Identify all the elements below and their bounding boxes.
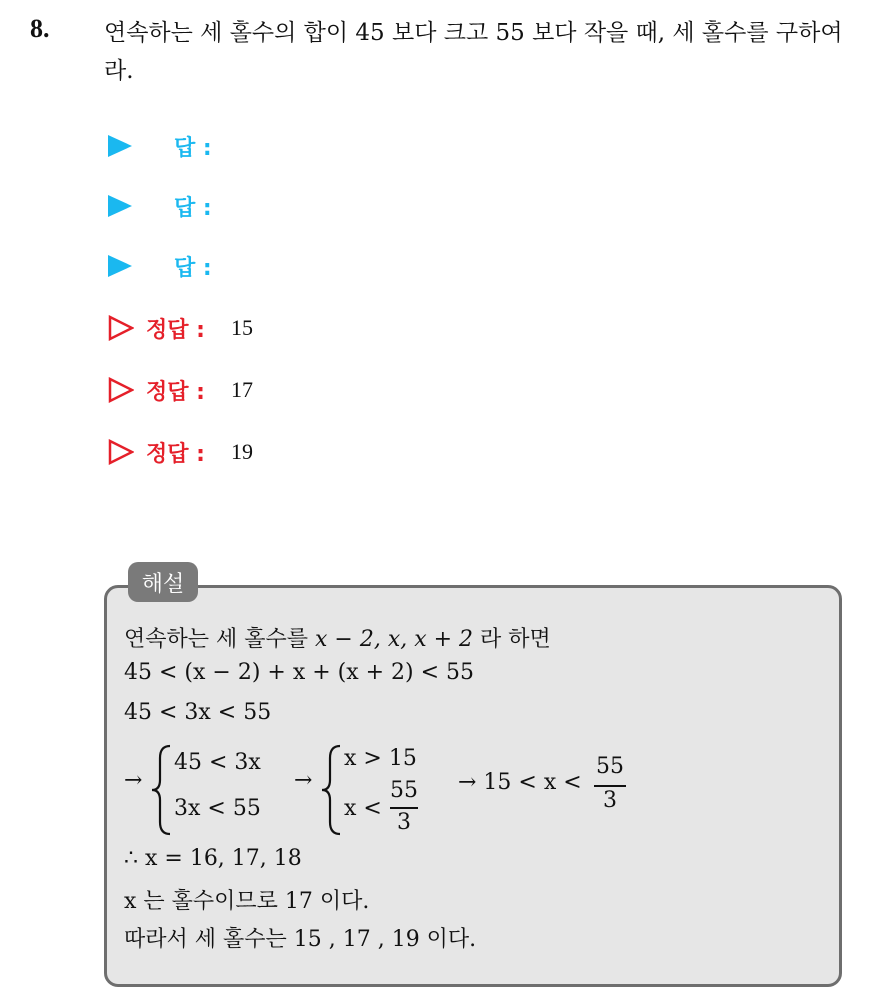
correct-value: 17 — [230, 377, 253, 402]
explanation-line: 따라서 세 홀수는 15 , 17 , 19 이다. — [124, 927, 477, 952]
answer-row[interactable] — [108, 188, 212, 224]
triangle-outline-icon — [108, 439, 134, 465]
arrow-1: → — [124, 768, 143, 793]
explanation-line: ∴ x = 16, 17, 18 — [124, 846, 302, 871]
correct-answer-row — [108, 372, 253, 408]
fraction-denominator: 3 — [603, 788, 617, 813]
fraction-bar — [594, 785, 626, 787]
system-2-line-b: x < — [344, 796, 382, 821]
triangle-outline-icon — [108, 377, 134, 403]
correct-answer-row — [108, 434, 253, 470]
fraction-numerator: 55 — [390, 778, 418, 803]
left-brace-icon — [320, 744, 342, 836]
triangle-outline-icon — [108, 315, 134, 341]
correct-value: 19 — [230, 439, 253, 464]
answer-label: 답 : — [174, 135, 212, 161]
triangle-play-icon — [108, 195, 132, 217]
correct-answer-row — [108, 310, 253, 346]
explanation-line: 45 < 3x < 55 — [124, 700, 272, 725]
triangle-play-icon — [108, 135, 132, 157]
correct-label: 정답 : — [146, 379, 205, 405]
arrow-2: → — [294, 768, 313, 793]
correct-label: 정답 : — [146, 441, 205, 467]
answer-label: 답 : — [174, 195, 212, 221]
triangle-play-icon — [108, 255, 132, 277]
fraction-numerator: 55 — [596, 754, 624, 779]
explanation-line: 연속하는 세 홀수를 x − 2, x, x + 2 라 하면 — [124, 627, 551, 652]
question-text: 연속하는 세 홀수의 합이 45 보다 크고 55 보다 작을 때, 세 홀수를 구하여라. — [104, 20, 843, 84]
correct-value: 15 — [230, 315, 253, 340]
answer-row[interactable] — [108, 248, 212, 284]
explanation-line: 45 < (x − 2) + x + (x + 2) < 55 — [124, 660, 475, 685]
fraction-bar — [390, 807, 418, 809]
explanation-title: 해설 — [128, 562, 198, 602]
question-number: 8. — [30, 14, 50, 43]
result-inequality: → 15 < x < — [458, 770, 582, 795]
answer-label: 답 : — [174, 255, 212, 281]
explanation-line: x 는 홀수이므로 17 이다. — [124, 889, 370, 914]
fraction-denominator: 3 — [397, 810, 411, 835]
system-1-line-a: 45 < 3x — [174, 750, 261, 775]
answer-row[interactable] — [108, 128, 212, 164]
correct-label: 정답 : — [146, 317, 205, 343]
system-1-line-b: 3x < 55 — [174, 796, 261, 821]
system-2-line-a: x > 15 — [344, 746, 417, 771]
left-brace-icon — [150, 744, 172, 836]
